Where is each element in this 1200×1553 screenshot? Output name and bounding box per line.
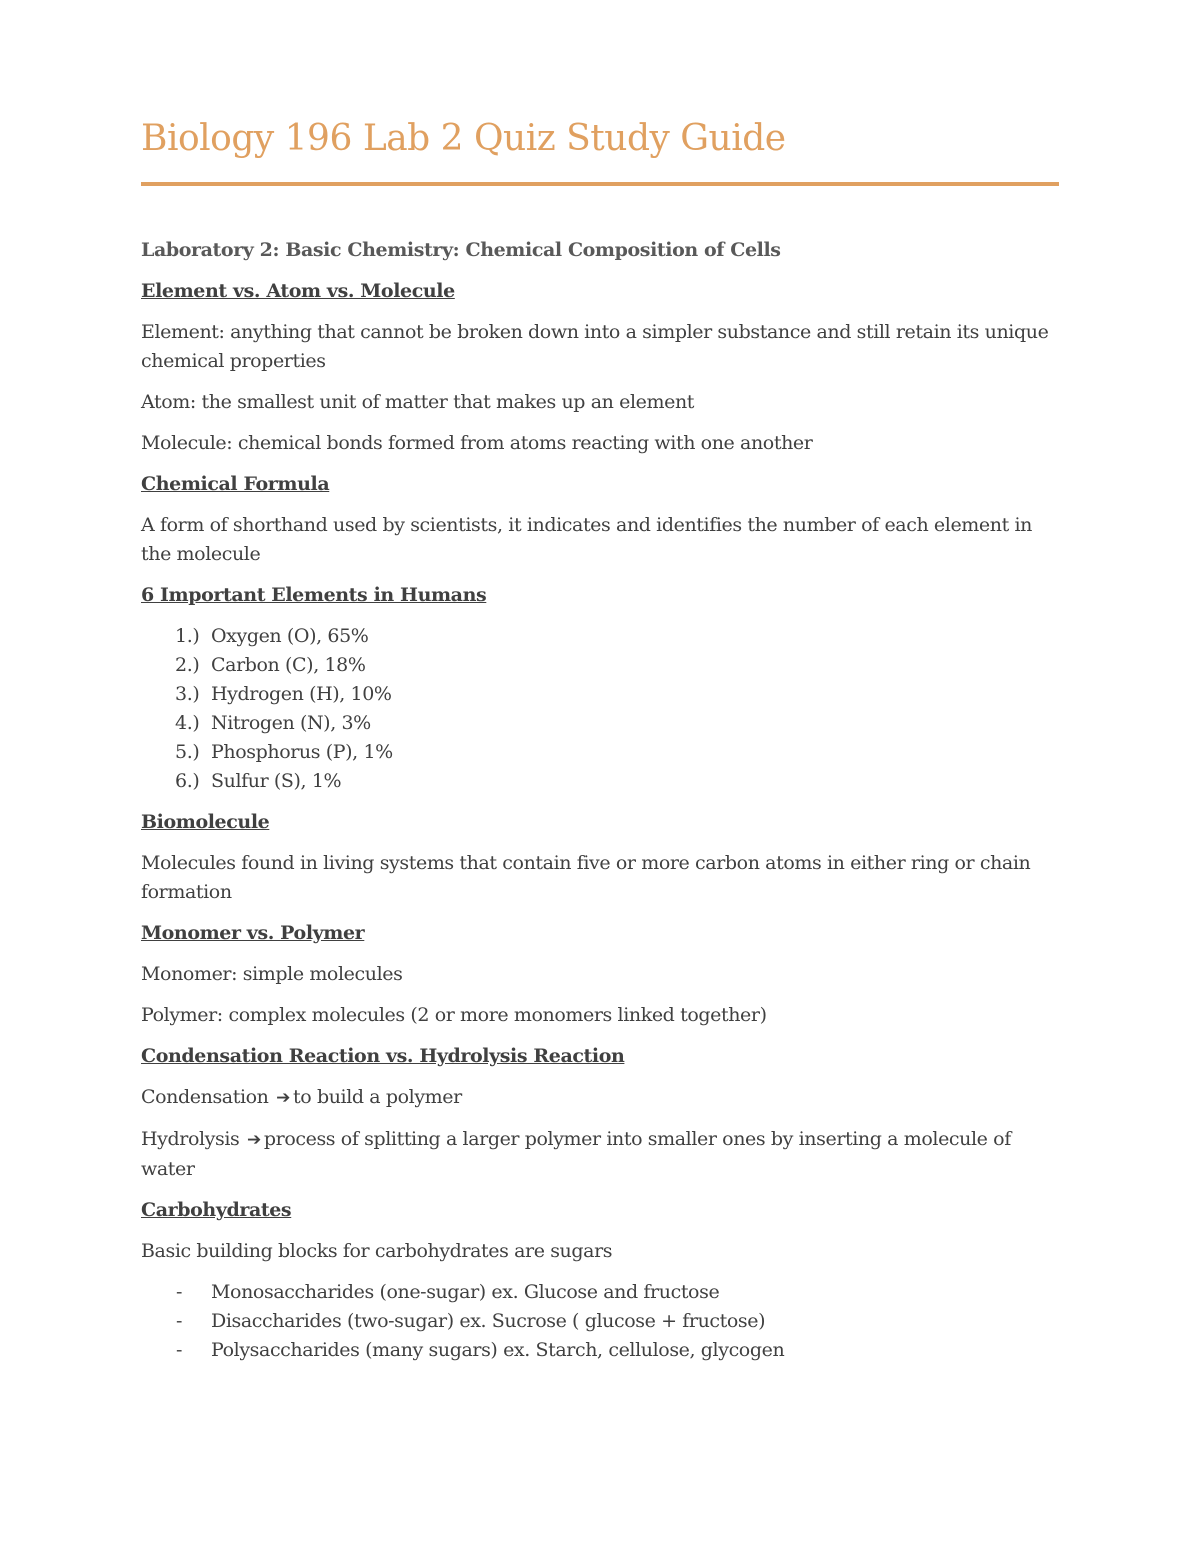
list-item [141, 1307, 1059, 1336]
list-item [141, 680, 1059, 709]
condensation-term: Condensation [141, 1086, 269, 1108]
chemical-formula-definition: A form of shorthand used by scientists, it indicates and identifies the number of each element in the molecule [141, 514, 1032, 565]
condensation-text: to build a polymer [293, 1086, 462, 1108]
heading-biomolecule: Biomolecule [141, 811, 270, 833]
hydrolysis-text: process of splitting a larger polymer into smaller ones by inserting a molecule of water [141, 1128, 1011, 1180]
list-item [141, 738, 1059, 767]
list-marker: - [176, 1281, 183, 1303]
right-arrow-icon: ➔ [247, 1130, 261, 1150]
list-marker: - [176, 1339, 183, 1361]
element-definition: Element: anything that cannot be broken down into a simpler substance and still retain its unique chemical properties [141, 321, 1049, 372]
list-item [141, 709, 1059, 738]
atom-definition: Atom: the smallest unit of matter that makes up an element [141, 391, 695, 413]
list-item-text: Polysaccharides (many sugars) ex. Starch, cellulose, glycogen [211, 1339, 785, 1361]
list-item [141, 1336, 1059, 1365]
list-item-text: Carbon (C), 18% [211, 654, 366, 676]
list-item-text: Oxygen (O), 65% [211, 625, 369, 647]
list-marker: 1.) [175, 625, 200, 647]
document-body [141, 236, 1059, 1377]
list-item [141, 1278, 1059, 1307]
condensation-definition [141, 1083, 1059, 1113]
biomolecule-definition: Molecules found in living systems that contain five or more carbon atoms in either ring or chain formation [141, 852, 1031, 903]
list-item-text: Phosphorus (P), 1% [211, 741, 393, 763]
molecule-definition: Molecule: chemical bonds formed from atoms reacting with one another [141, 432, 813, 454]
list-marker: 4.) [175, 712, 200, 734]
monomer-definition: Monomer: simple molecules [141, 963, 403, 985]
list-marker: - [176, 1310, 183, 1332]
list-item [141, 767, 1059, 796]
title-divider [141, 182, 1059, 186]
hydrolysis-definition [141, 1125, 1059, 1184]
list-item-text: Sulfur (S), 1% [211, 770, 342, 792]
list-marker: 2.) [175, 654, 200, 676]
list-item [141, 651, 1059, 680]
list-item-text: Hydrogen (H), 10% [211, 683, 392, 705]
list-item-text: Nitrogen (N), 3% [211, 712, 371, 734]
carbohydrates-definition: Basic building blocks for carbohydrates are sugars [141, 1240, 613, 1262]
important-elements-list [141, 622, 1059, 796]
heading-important-elements: 6 Important Elements in Humans [141, 584, 487, 606]
heading-monomer-polymer: Monomer vs. Polymer [141, 922, 365, 944]
heading-reactions: Condensation Reaction vs. Hydrolysis Reaction [141, 1045, 625, 1067]
right-arrow-icon: ➔ [276, 1088, 291, 1108]
polymer-definition: Polymer: complex molecules (2 or more monomers linked together) [141, 1004, 767, 1026]
list-item-text: Monosaccharides (one-sugar) ex. Glucose and fructose [211, 1281, 720, 1303]
list-item [141, 622, 1059, 651]
document-subtitle: Laboratory 2: Basic Chemistry: Chemical Composition of Cells [141, 239, 781, 261]
list-marker: 6.) [175, 770, 200, 792]
heading-chemical-formula: Chemical Formula [141, 473, 330, 495]
document-title: Biology 196 Lab 2 Quiz Study Guide [141, 118, 786, 159]
heading-element-atom-molecule: Element vs. Atom vs. Molecule [141, 280, 455, 302]
hydrolysis-term: Hydrolysis [141, 1128, 240, 1150]
list-marker: 5.) [175, 741, 200, 763]
carbohydrates-list [141, 1278, 1059, 1365]
heading-carbohydrates: Carbohydrates [141, 1199, 292, 1221]
list-marker: 3.) [175, 683, 200, 705]
list-item-text: Disaccharides (two-sugar) ex. Sucrose ( glucose + fructose) [211, 1310, 766, 1332]
